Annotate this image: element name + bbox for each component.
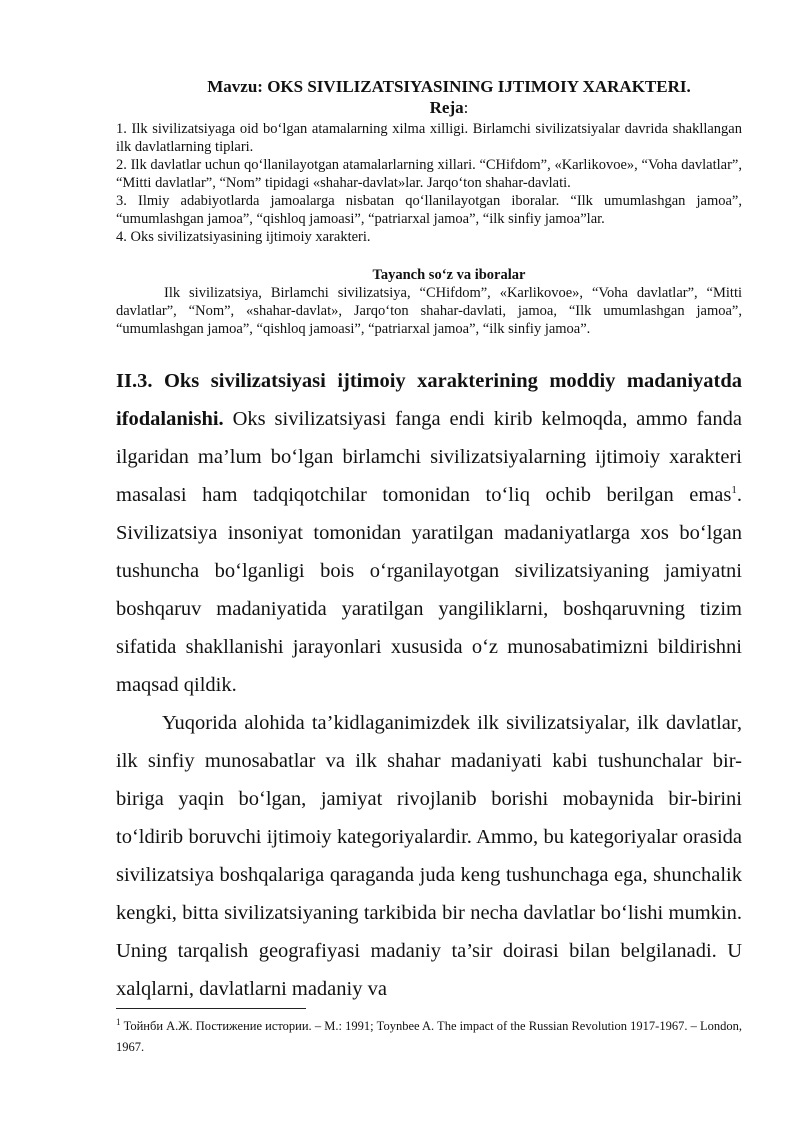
main-text	[116, 362, 742, 1008]
paragraph-1	[116, 362, 742, 704]
plan-title-text: Reja	[429, 98, 464, 117]
paragraph-1-text: Oks sivilizatsiyasi fanga endi kirib kelmoqda, ammo fanda ilgaridan ma’lum bo‘lgan birlamchi sivilizatsiyalarning ijtimoiy xarakteri masalasi ham tadqiqotchilar tomonidan to‘liq ochib berilgan emas	[116, 408, 742, 506]
section-heading: II.3. Oks sivilizatsiyasi ijtimoiy xarakterining moddiy madaniyatda ifodalanishi.	[116, 370, 742, 430]
plan-item: 3. Ilmiy adabiyotlarda jamoalarga nisbatan qo‘llanilayotgan iboralar. “Ilk umumlashgan jamoa”, “umumlashgan jamoa”, “qishloq jamoasi”, “patriarxal jamoa”, “ilk sinfiy jamoa”lar.	[116, 193, 742, 227]
footnote	[116, 1016, 742, 1058]
plan-item: 1. Ilk sivilizatsiyaga oid bo‘lgan atamalarning xilma xilligi. Birlamchi sivilizatsiyalar davrida shakllangan ilk davlatlarning tiplari.	[116, 121, 742, 155]
plan-item: 2. Ilk davlatlar uchun qo‘llanilayotgan atamalarlarning xillari. “CHifdom”, «Karlikovoe», “Voha davlatlar”, “Mitti davlatlar”, “Nom” tipidagi «shahar-davlat»lar. Jarqo‘ton shahar-davlati.	[116, 157, 742, 191]
footnote-reference[interactable]: 1	[731, 484, 737, 497]
footnote-marker: 1	[116, 1016, 121, 1027]
footnote-text: Тойнби А.Ж. Постижение истории. – М.: 1991; Toynbee A. The impact of the Russian Revolution 1917-1967. – London, 1967.	[116, 1019, 742, 1054]
plan-list	[116, 120, 742, 246]
plan-item: 4. Oks sivilizatsiyasining ijtimoiy xarakteri.	[116, 229, 371, 245]
paragraph-2: Yuqorida alohida ta’kidlaganimizdek ilk sivilizatsiyalar, ilk davlatlar, ilk sinfiy munosabatlar va ilk shahar madaniyati kabi tushunchalar bir-biriga yaqin bo‘lgan, jamiyat rivojlanib borishi mobaynida bir-birini to‘ldirib boruvchi ijtimoiy kategoriyalardir. Ammo, bu kategoriyalar orasida sivilizatsiya boshqalariga qaraganda juda keng tushunchaga ega, shunchalik kengki, bitta sivilizatsiyaning tarkibida bir necha davlatlar bo‘lishi mumkin. Uning tarqalish geografiyasi madaniy ta’sir doirasi bilan belgilanadi. U xalqlarni, davlatlarni madaniy va	[116, 712, 742, 1000]
topic-title: Mavzu: OKS SIVILIZATSIYASINING IJTIMOIY XARAKTERI.	[207, 77, 691, 96]
keywords-title: Tayanch so‘z va iboralar	[372, 267, 526, 283]
footnote-divider	[116, 1008, 306, 1009]
plan-title	[116, 98, 742, 118]
paragraph-1-text-continued: . Sivilizatsiya insoniyat tomonidan yaratilgan madaniyatlarga xos bo‘lgan tushuncha bo‘lganligi bois o‘rganilayotgan sivilizatsiyaning jamiyatni boshqaruv madaniyatida yaratilgan yangiliklarni, boshqaruvning tizim sifatida shakllanishi jarayonlari xususida o‘z munosabatimizni bildirishni maqsad qildik.	[116, 484, 742, 696]
document-page	[116, 76, 742, 1008]
plan-title-colon: :	[463, 98, 469, 117]
keywords-text: Ilk sivilizatsiya, Birlamchi sivilizatsiya, “CHifdom”, «Karlikovoe», “Voha davlatlar”, “Mitti davlatlar”, “Nom”, «shahar-davlat», Jarqo‘ton shahar-davlati, jamoa, “Ilk umumlashgan jamoa”, “umumlashgan jamoa”, “qishloq jamoasi”, “patriarxal jamoa”, “ilk sinfiy jamoa”.	[116, 285, 742, 337]
